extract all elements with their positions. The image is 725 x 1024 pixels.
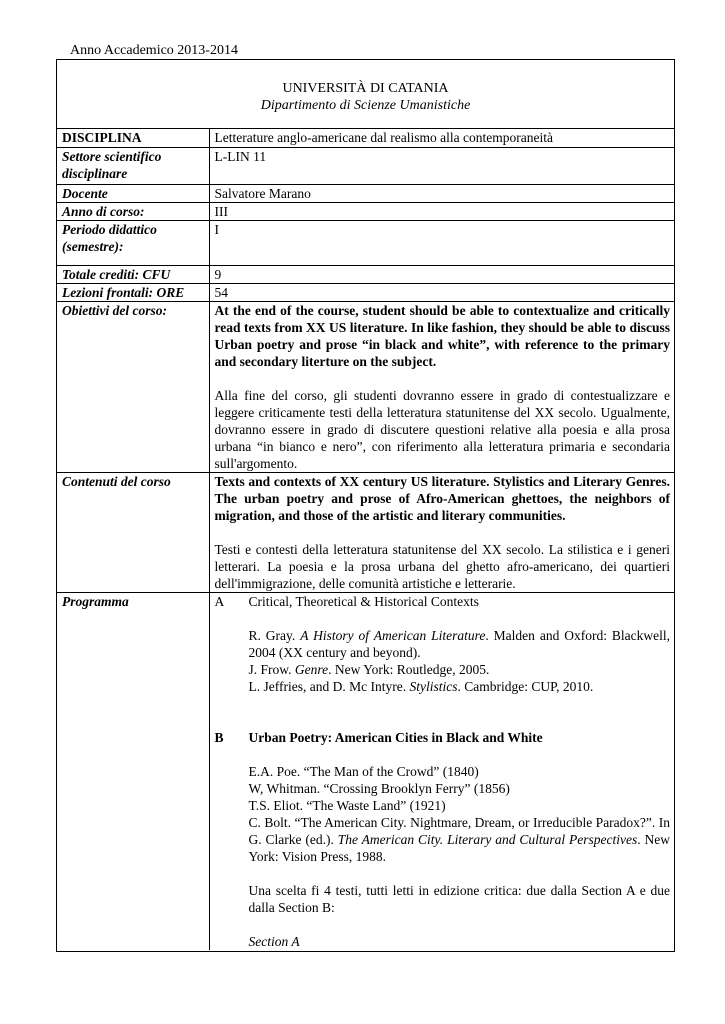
row-lezioni xyxy=(57,283,674,301)
obiettivi-english: At the end of the course, student should be able to contextualize and critically read texts from XX US literature. In like fashion, they should be able to discuss Urban poetry and prose “in black and white”, with reference to the primary and secondary literture on the subject. xyxy=(214,302,670,369)
value-obiettivi xyxy=(209,301,674,472)
value-lezioni: 54 xyxy=(209,283,674,301)
syllabus-table xyxy=(56,59,675,952)
section-b-letter: B xyxy=(214,729,224,745)
course-info-table xyxy=(57,129,674,950)
label-disciplina: DISCIPLINA xyxy=(57,129,209,147)
section-b-title: Urban Poetry: American Cities in Black and White xyxy=(248,729,543,745)
header xyxy=(57,60,674,129)
label-crediti: Totale crediti: CFU xyxy=(57,265,209,283)
section-a-subheading: Section A xyxy=(248,933,300,949)
row-crediti xyxy=(57,265,674,283)
section-b-heading-row xyxy=(215,729,671,746)
ref-gray: R. Gray. A History of American Literature. Malden and Oxford: Blackwell, 2004 (XX century and beyond). xyxy=(248,627,670,660)
ref-whitman: W, Whitman. “Crossing Brooklyn Ferry” (1856) xyxy=(248,780,510,796)
ref-poe: E.A. Poe. “The Man of the Crowd” (1840) xyxy=(248,763,479,779)
row-disciplina xyxy=(57,129,674,147)
value-programma xyxy=(209,592,674,950)
row-periodo xyxy=(57,220,674,265)
label-contenuti: Contenuti del corso xyxy=(57,472,209,592)
section-a-heading-row xyxy=(215,593,671,610)
row-programma xyxy=(57,592,674,950)
row-anno xyxy=(57,202,674,220)
value-periodo: I xyxy=(209,220,674,265)
department-name: Dipartimento di Scienze Umanistiche xyxy=(260,98,471,113)
label-obiettivi: Obiettivi del corso: xyxy=(57,301,209,472)
label-periodo: Periodo didattico (semestre): xyxy=(57,220,209,265)
row-contenuti xyxy=(57,472,674,592)
label-docente: Docente xyxy=(57,184,209,202)
value-contenuti xyxy=(209,472,674,592)
ref-bolt: C. Bolt. “The American City. Nightmare, Dream, or Irreducible Paradox?”. In G. Clarke (ed.). The American City. Literary and Cultural Perspectives. New York: Vision Press, 1988. xyxy=(248,814,670,864)
value-disciplina: Letterature anglo-americane dal realismo alla contemporaneità xyxy=(209,129,674,147)
section-a-letter: A xyxy=(214,593,225,609)
label-lezioni: Lezioni frontali: ORE xyxy=(57,283,209,301)
ref-jeffries: L. Jeffries, and D. Mc Intyre. Stylistics. Cambridge: CUP, 2010. xyxy=(248,678,594,694)
row-docente xyxy=(57,184,674,202)
label-settore: Settore scientifico disciplinare xyxy=(57,147,209,184)
ref-eliot: T.S. Eliot. “The Waste Land” (1921) xyxy=(248,797,446,813)
value-docente: Salvatore Marano xyxy=(209,184,674,202)
value-crediti: 9 xyxy=(209,265,674,283)
contenuti-english: Texts and contexts of XX century US literature. Stylistics and Literary Genres. The urban poetry and prose of Afro-American ghettoes, the neighbors of migration, and those of the artistic and literary communities. xyxy=(214,473,670,523)
choice-text: Una scelta fi 4 testi, tutti letti in edizione critica: due dalla Section A e due dalla Section B: xyxy=(248,882,670,915)
section-a-title: Critical, Theoretical & Historical Contexts xyxy=(248,593,479,609)
row-obiettivi xyxy=(57,301,674,472)
section-a-refs xyxy=(215,627,671,695)
row-settore xyxy=(57,147,674,184)
contenuti-italian: Testi e contesti della letteratura statunitense del XX secolo. La stilistica e i generi letterari. La poesia e la prosa urbana del ghetto afro-americano, dei quartieri dell'immigrazione, delle comunità artistiche e letterarie. xyxy=(214,541,670,591)
ref-frow: J. Frow. Genre. New York: Routledge, 2005. xyxy=(248,661,490,677)
university-name: UNIVERSITÀ DI CATANIA xyxy=(282,81,449,96)
academic-year: Anno Accademico 2013-2014 xyxy=(70,43,238,58)
label-programma: Programma xyxy=(57,592,209,950)
section-b-refs xyxy=(215,763,671,950)
value-settore: L-LIN 11 xyxy=(209,147,674,184)
label-anno: Anno di corso: xyxy=(57,202,209,220)
obiettivi-italian: Alla fine del corso, gli studenti dovranno essere in grado di contestualizzare e leggere criticamente testi della letteratura statunitense del XX secolo. Ugualmente, dovranno essere in grado di discutere questioni relative alla poesia e alla prosa urbana “in bianco e nero”, con riferimento alla letteratura primaria e secondaria sull'argomento. xyxy=(214,387,670,471)
value-anno: III xyxy=(209,202,674,220)
